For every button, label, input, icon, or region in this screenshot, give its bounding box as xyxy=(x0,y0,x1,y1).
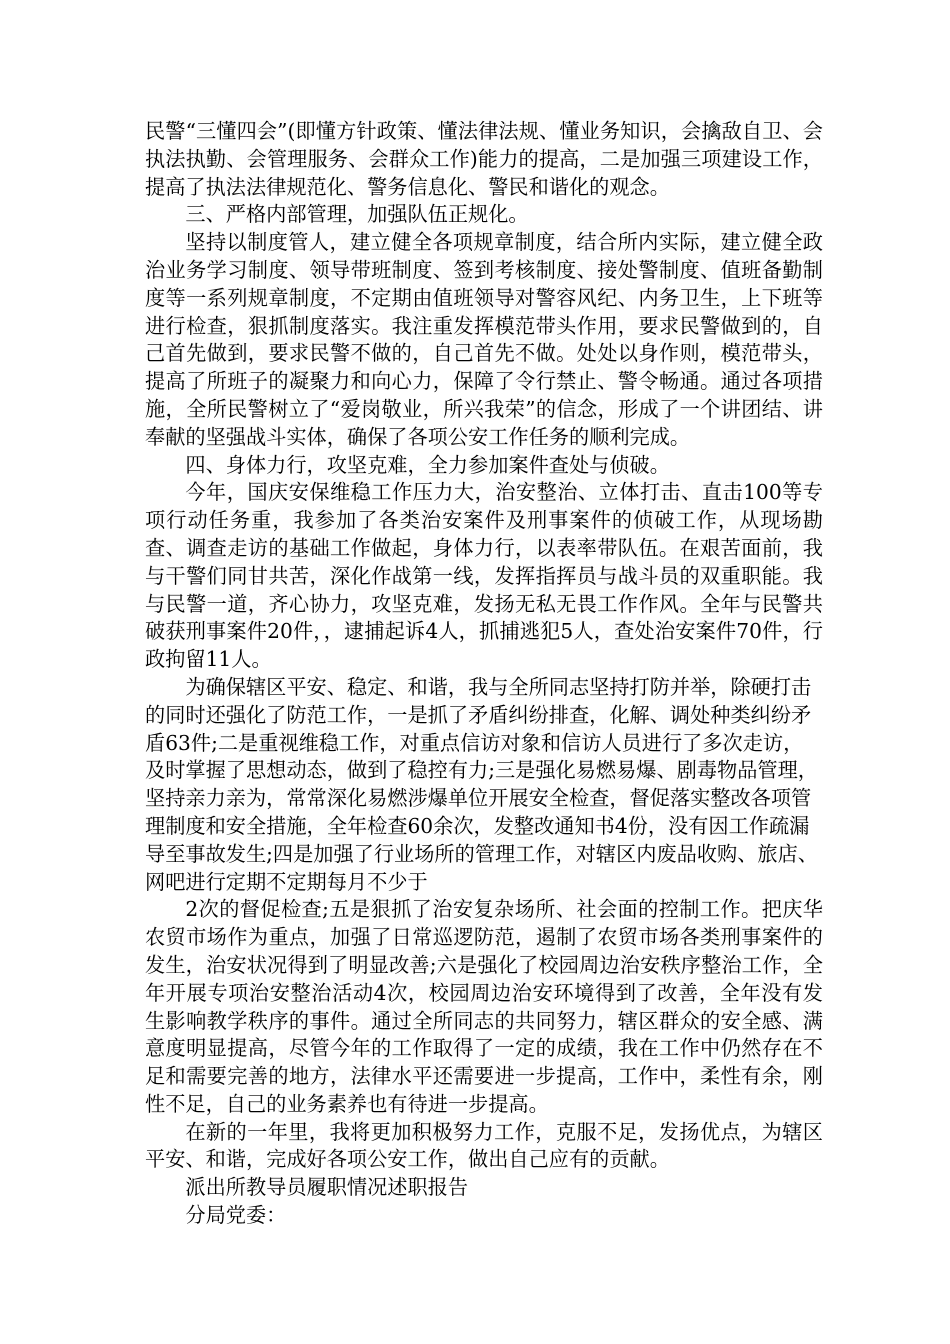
section-heading-3: 三、严格内部管理，加强队伍正规化。 xyxy=(185,202,529,227)
paragraph-new-year: 在新的一年里，我将更加积极努力工作，克服不足，发扬优点，为辖区平安、和谐，完成好各项公安工作，做出自己应有的贡献。 xyxy=(145,1119,823,1172)
section-heading-4: 四、身体力行，攻坚克难，全力参加案件查处与侦破。 xyxy=(185,452,670,477)
paragraph-internal-management: 坚持以制度管人，建立健全各项规章制度，结合所内实际，建立健全政治业务学习制度、领导带班制度、签到考核制度、接处警制度、值班备勤制度等一系列规章制度，不定期由值班领导对警容风纪、内务卫生，上下班等进行检查，狠抓制度落实。我注重发挥模范带头作用，要求民警做到的，自己首先做到，要求民警不做的，自己首先不做。处处以身作则，模范带头，提高了所班子的凝聚力和向心力，保障了令行禁止、警令畅通。通过各项措施，全所民警树立了“爱岗敬业，所兴我荣”的信念，形成了一个讲团结、讲奉献的坚强战斗实体，确保了各项公安工作任务的顺利完成。 xyxy=(145,230,823,449)
paragraph-prevention-work: 为确保辖区平安、稳定、和谐，我与全所同志坚持打防并举，除硬打击的同时还强化了防范工作，一是抓了矛盾纠纷排查，化解、调处种类纠纷矛盾63件;二是重视维稳工作，对重点信访对象和信访人员进行了多次走访，及时掌握了思想动态，做到了稳控有力;三是强化易燃易爆、剧毒物品管理，坚持亲力亲为，常常深化易燃涉爆单位开展安全检查，督促落实整改各项管理制度和安全措施，全年检查60余次，发整改通知书4份，没有因工作疏漏导至事故发生;四是加强了行业场所的管理工作，对辖区内废品收购、旅店、网吧进行定期不定期每月不少于 xyxy=(145,674,818,894)
paragraph-inspection-work: 2次的督促检查;五是狠抓了治安复杂场所、社会面的控制工作。把庆华农贸市场作为重点，加强了日常巡逻防范，遏制了农贸市场各类刑事案件的发生，治安状况得到了明显改善;六是强化了校园周边治安秩序整治工作，全年开展专项治安整治活动4次，校园周边治安环境得到了改善，全年没有发生影响教学秩序的事件。通过全所同志的共同努力，辖区群众的安全感、满意度明显提高，尽管今年的工作取得了一定的成绩，我在工作中仍然存在不足和需要完善的地方，法律水平还需要进一步提高，工作中，柔性有余，刚性不足，自己的业务素养也有待进一步提高。 xyxy=(145,897,823,1116)
document-body xyxy=(145,118,823,1230)
report-title: 派出所教导员履职情况述职报告 xyxy=(185,1175,469,1200)
paragraph-continued: 民警“三懂四会”(即懂方针政策、懂法律法规、懂业务知识，会擒敌自卫、会执法执勤、会管理服务、会群众工作)能力的提高，二是加强三项建设工作，提高了执法法律规范化、警务信息化、警民和谐化的观念。 xyxy=(145,119,823,199)
paragraph-case-work: 今年，国庆安保维稳工作压力大，治安整治、立体打击、直击100等专项行动任务重，我参加了各类治安案件及刑事案件的侦破工作，从现场勘查、调查走访的基础工作做起，身体力行，以表率带队伍。在艰苦面前，我与干警们同甘共苦，深化作战第一线，发挥指挥员与战斗员的双重职能。我与民警一道，齐心协力，攻坚克难，发扬无私无畏工作作风。全年与民警共破获刑事案件20件，，逮捕起诉4人，抓捕逃犯5人，查处治安案件70件，行政拘留11人。 xyxy=(145,480,823,672)
salutation: 分局党委： xyxy=(185,1203,287,1228)
